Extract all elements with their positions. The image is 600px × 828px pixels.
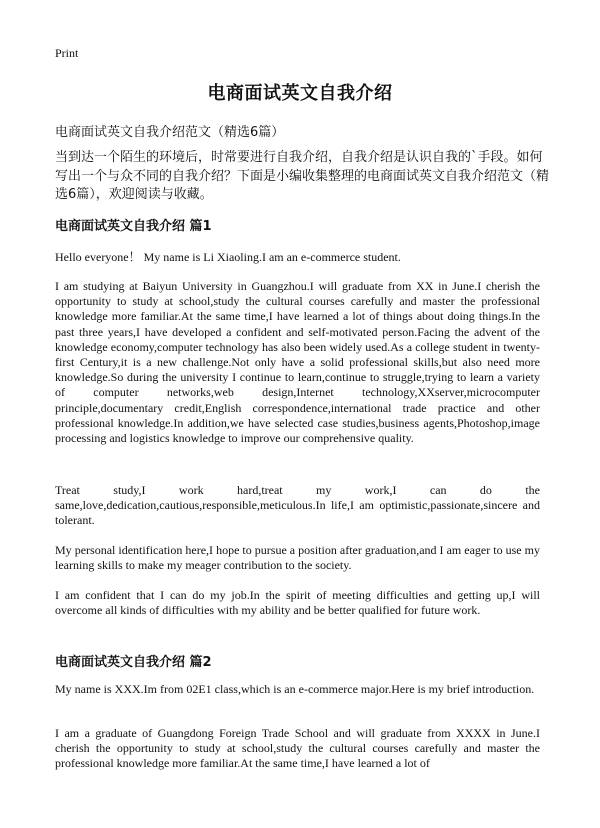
page-title: 电商面试英文自我介绍 — [207, 83, 393, 104]
paragraph: My personal identification here,I hope to pursue a position after graduation,and I am eager to use my learning skills to make my meager contribution to the society. — [55, 543, 540, 573]
subtitle: 电商面试英文自我介绍范文（精选6篇） — [55, 125, 285, 140]
paragraph: I am confident that I can do my job.In the spirit of meeting difficulties and getting up,I will overcome all kinds of difficulties with my ability and be better qualified for future work. — [55, 588, 540, 618]
section-heading-1: 电商面试英文自我介绍 篇1 — [55, 219, 212, 234]
paragraph: My name is XXX.Im from 02E1 class,which is an e-commerce major.Here is my brief introduction. — [55, 682, 535, 696]
paragraph: Treat study,I work hard,treat my work,I can do the same,love,dedication,cautious,responsible,meticulous.In life,I am optimistic,passionate,sincere and tolerant. — [55, 483, 540, 528]
paragraph: I am a graduate of Guangdong Foreign Trade School and will graduate from XXXX in June.I cherish the opportunity to study at school,study the cultural courses carefully and master the professional knowledge more familiar.At the same time,I have learned a lot of — [55, 726, 540, 771]
print-label[interactable]: Print — [55, 46, 79, 60]
intro-paragraph: 当到达一个陌生的环境后，时常要进行自我介绍，自我介绍是认识自我的`手段。如何写出一个与众不同的自我介绍？下面是小编收集整理的电商面试英文自我介绍范文（精选6篇），欢迎阅读与收藏。 — [55, 150, 550, 202]
paragraph: I am studying at Baiyun University in Guangzhou.I will graduate from XX in June.I cherish the opportunity to study at school,study the cultural courses carefully and master the professional knowledge more familiar.At the same time,I have learned a lot of things about doing things.In the past three years,I have developed a confident and self-motivated person.Facing the advent of the knowledge economy,computer technology has also been widely used.As a college student in twenty-first Century,it is a new challenge.Not only have a solid professional skills,but also need more knowledge.So during the university I continue to learn,continue to struggle,trying to learn a variety of computer networks,web design,Internet technology,XXserver,microcomputer principle,documentary credit,English correspondence,international trade practice and other professional knowledge.In addition,we have selected case studies,business agents,Photoshop,image processing and logistics knowledge to improve our comprehensive quality. — [55, 279, 540, 446]
section-heading-2: 电商面试英文自我介绍 篇2 — [55, 655, 212, 670]
paragraph: Hello everyone！ My name is Li Xiaoling.I am an e-commerce student. — [55, 250, 401, 264]
